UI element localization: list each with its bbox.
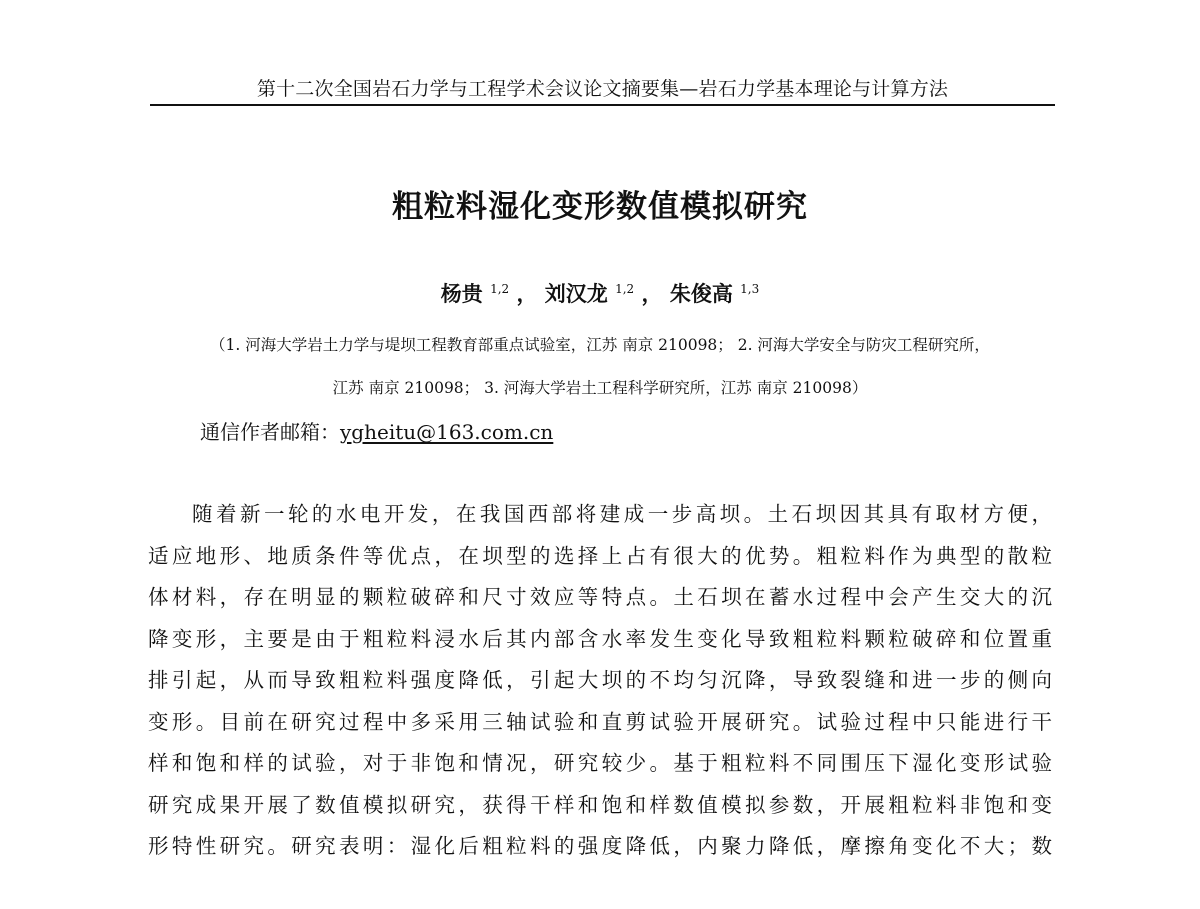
author-name: 朱俊高 <box>669 281 733 306</box>
author-separator: ， <box>516 281 538 306</box>
author-separator: ， <box>641 281 663 306</box>
author-affiliation-mark: 1,2 <box>490 282 510 296</box>
body-text-line: 降变形，主要是由于粗粒料浸水后其内部含水率发生变化导致粗粒料颗粒破碎和位置重 <box>148 626 1052 651</box>
author-list <box>0 278 1200 308</box>
running-header <box>150 66 1055 110</box>
header-rule <box>150 104 1055 106</box>
body-text-line: 体材料，存在明显的颗粒破碎和尺寸效应等特点。土石坝在蓄水过程中会产生交大的沉 <box>148 585 1052 609</box>
email-link[interactable]: ygheitu@163.com.cn <box>340 420 554 444</box>
contact-email-line <box>200 416 553 445</box>
body-text-line: 排引起，从而导致粗粒料强度降低，引起大坝的不均匀沉降，导致裂缝和进一步的侧向 <box>148 668 1052 692</box>
author-affiliation-mark: 1,2 <box>615 282 635 296</box>
body-text-line: 样和饱和样的试验，对于非饱和情况，研究较少。基于粗粒料不同围压下湿化变形试验 <box>148 751 1052 775</box>
running-header-text: 第十二次全国岩石力学与工程学术会议论文摘要集—岩石力学基本理论与计算方法 <box>256 78 949 100</box>
author-name: 杨贵 <box>440 281 483 306</box>
body-text-line: 随着新一轮的水电开发，在我国西部将建成一步高坝。土石坝因其具有取材方便， <box>192 502 1052 526</box>
author-affiliation-mark: 1,3 <box>740 282 760 296</box>
affiliation-line: （1. 河海大学岩土力学与堤坝工程教育部重点试验室，江苏 南京 210098； 2. 河海大学安全与防灾工程研究所， <box>210 336 990 354</box>
abstract-body <box>148 494 1052 868</box>
affiliation-line: 江苏 南京 210098； 3. 河海大学岩土工程科学研究所，江苏 南京 210098） <box>332 379 868 397</box>
contact-label: 通信作者邮箱： <box>200 420 340 444</box>
body-text-line: 研究成果开展了数值模拟研究，获得干样和饱和样数值模拟参数，开展粗粒料非饱和变 <box>148 792 1052 817</box>
body-text-line: 形特性研究。研究表明：湿化后粗粒料的强度降低，内聚力降低，摩擦角变化不大；数 <box>148 834 1052 858</box>
body-text-line: 适应地形、地质条件等优点，在坝型的选择上占有很大的优势。粗粒料作为典型的散粒 <box>148 543 1052 568</box>
body-text-line: 变形。目前在研究过程中多采用三轴试验和直剪试验开展研究。试验过程中只能进行干 <box>148 709 1052 734</box>
paper-title: 粗粒料湿化变形数值模拟研究 <box>392 189 808 225</box>
author-name: 刘汉龙 <box>544 281 608 306</box>
